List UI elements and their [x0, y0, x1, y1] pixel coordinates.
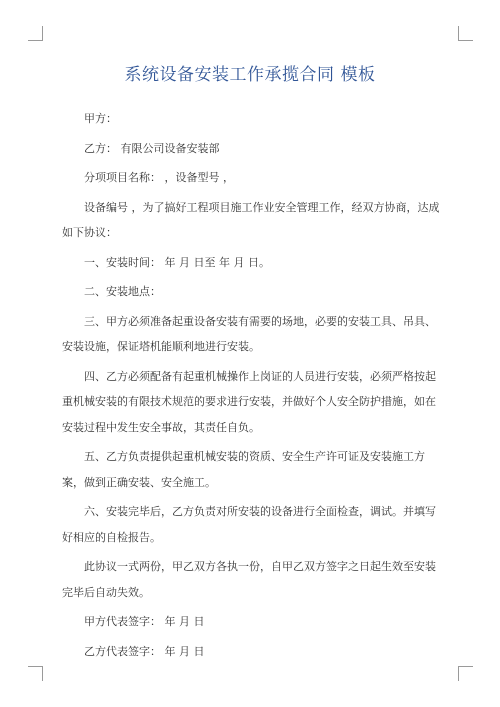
clause-3-party-a-duties: 三、甲方必须准备起重设备安装有需要的场地，必要的安装工具、吊具、安装设施，保证塔机能顺利地进行安装。	[62, 314, 436, 353]
clause-4-party-b-personnel: 四、乙方必须配备有起重机械操作上岗证的人员进行安装，必须严格按起重机械安装的有限技术规范的要求进行安装，并做好个人安全防护措施，如在安装过程中发生安全事故，其责任自负。	[62, 369, 436, 434]
clause-6-inspection: 六、安装完毕后，乙方负责对所安装的设备进行全面检查，调试。并填写好相应的自检报告。	[62, 505, 436, 544]
corner-mark-bottom-right	[458, 666, 473, 681]
corner-mark-top-right	[458, 26, 473, 41]
corner-mark-top-left	[28, 26, 43, 41]
agreement-intro-paragraph: 设备编号 ，为了搞好工程项目施工作业安全管理工作，经双方协商，达成如下协议：	[62, 200, 440, 239]
party-a-line: 甲方：	[84, 112, 117, 125]
party-b-signature-line: 乙方代表签字： 年 月 日	[84, 644, 205, 658]
corner-mark-bottom-left	[28, 666, 43, 681]
party-b-line: 乙方： 有限公司设备安装部	[84, 141, 220, 155]
validity-paragraph: 此协议一式两份，甲乙双方各执一份，自甲乙双方签字之日起生效至安装完毕后自动失效。	[62, 560, 436, 599]
document-body	[62, 106, 440, 664]
clause-2-installation-site: 二、安装地点：	[84, 285, 161, 298]
document-title: 系统设备安装工作承揽合同 模板	[124, 65, 376, 85]
clause-1-installation-time: 一、安装时间： 年 月 日至 年 月 日。	[84, 255, 270, 269]
clause-5-qualifications: 五、乙方负责提供起重机械安装的资质、安全生产许可证及安装施工方案，做到正确安装、安全施工。	[62, 450, 425, 489]
project-name-line: 分项项目名称： ，设备型号 ，	[84, 171, 234, 184]
party-a-signature-line: 甲方代表签字： 年 月 日	[84, 615, 205, 628]
